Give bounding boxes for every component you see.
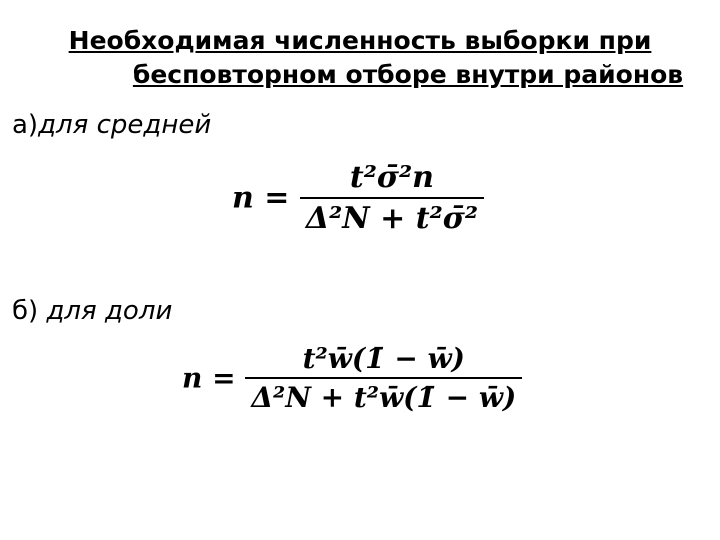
formula-mean-lhs: n = [232,180,290,216]
formula-proportion [182,342,522,414]
section-b-prefix: б) [12,296,47,326]
section-a-text: для средней [38,110,212,140]
section-a-label [12,110,211,140]
formula-proportion-fraction [245,342,522,414]
formula-mean-denominator: Δ²N + t²σ̄² [305,201,478,236]
section-b-label [12,296,172,326]
formula-mean-numerator: t²σ̄²n [349,160,434,195]
title-line-1: Необходимая численность выборки при [68,26,652,55]
slide-title [0,24,720,92]
formula-mean-fraction [300,160,484,236]
formula-proportion-lhs: n = [182,361,236,395]
formula-proportion-numerator: t²w̄(1̄ − w̄) [302,342,465,375]
formula-mean [232,160,484,236]
section-a-prefix: а) [12,110,39,140]
formula-proportion-denominator: Δ²N + t²w̄(1̄ − w̄) [251,381,517,414]
section-b-text: для доли [46,296,173,326]
title-line-2: бесповторном отборе внутри районов [132,60,684,89]
